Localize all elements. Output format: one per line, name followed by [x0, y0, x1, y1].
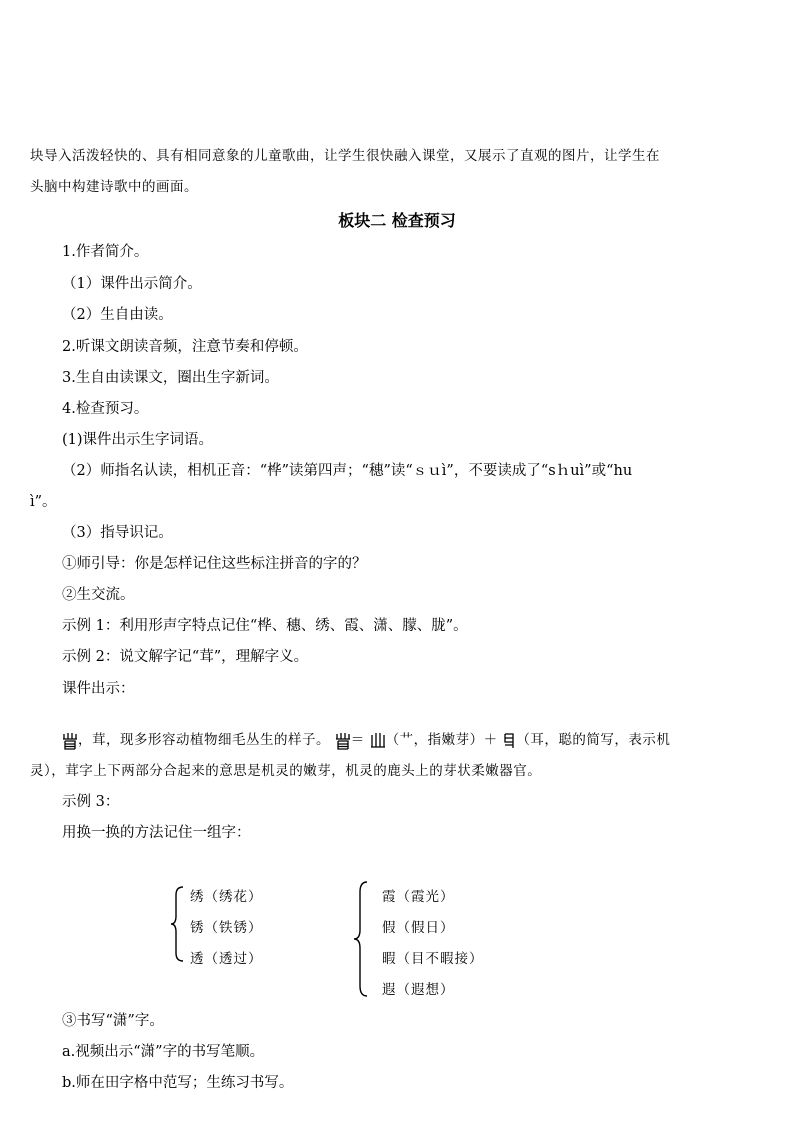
- item-guide-memory: （3）指导识记。: [62, 525, 173, 541]
- explain-line-2: 灵），茸字上下两部分合起来的意思是机灵的嫩芽，机灵的鹿头上的芽状柔嫩器官。: [30, 763, 542, 779]
- example-3-label: 示例 3：: [62, 794, 120, 810]
- item-example-2: 示例 2：说文解字记“茸”，理解字义。: [62, 649, 309, 665]
- explain-part-4: （耳，聪的简写，表示机: [516, 732, 671, 748]
- item-teacher-guide: ①师引导：你是怎样记住这些标注拼音的字的？: [62, 556, 367, 572]
- writing-step-b: b.师在田字格中范写；生练习书写。: [62, 1075, 294, 1091]
- intro-line-2: 头脑中构建诗歌中的画面。: [30, 179, 198, 195]
- group-right-item: 假（假日）: [382, 920, 455, 936]
- item-check-preview: 4.检查预习。: [62, 401, 149, 417]
- writing-step-title: ③书写“潇”字。: [62, 1013, 164, 1029]
- ancient-rong-glyph-icon: [62, 731, 78, 751]
- item-show-intro: （1）课件出示简介。: [62, 276, 202, 292]
- intro-line-1: 块导入活泼轻快的、具有相同意象的儿童歌曲，让学生很快融入课堂，又展示了直观的图片，让学生在: [30, 148, 660, 164]
- explain-part-2: ＝: [350, 732, 365, 748]
- item-correct-pronunciation: （2）师指名认读，相机正音：“桦”读第四声；“穗”读“ｓｕì”，不要读成了“sｈuì”或“hu: [62, 463, 633, 479]
- ancient-rong-glyph-2-icon: [335, 731, 351, 751]
- item-author-intro: 1.作者简介。: [62, 244, 149, 260]
- explain-part-3: （艹，指嫩芽）＋: [385, 732, 498, 748]
- group-left-item: 绣（绣花）: [190, 889, 263, 905]
- item-correct-pronunciation-cont: ì”。: [30, 494, 57, 510]
- writing-step-a: a.视频出示“潇”字的书写笔顺。: [62, 1044, 265, 1060]
- item-circle-words: 3.生自由读课文，圈出生字新词。: [62, 370, 279, 386]
- item-courseware-show: 课件出示：: [62, 681, 135, 697]
- group-left-item: 透（透过）: [190, 951, 263, 967]
- section-title: 板块二 检查预习: [338, 211, 456, 230]
- group-right-item: 霞（霞光）: [382, 889, 455, 905]
- explain-line-1: [62, 730, 670, 751]
- ancient-ear-glyph-icon: [502, 731, 516, 751]
- left-brace-icon: [170, 885, 186, 963]
- item-example-1: 示例 1：利用形声字特点记住“桦、穗、绣、霞、潇、朦、胧”。: [62, 618, 468, 634]
- group-left-item: 锈（铁锈）: [190, 920, 263, 936]
- group-right-item: 暇（目不暇接）: [382, 951, 484, 967]
- group-right-item: 遐（遐想）: [382, 982, 455, 998]
- item-free-read: （2）生自由读。: [62, 307, 173, 323]
- item-student-exchange: ②生交流。: [62, 587, 135, 603]
- item-listen-audio: 2.听课文朗读音频，注意节奏和停顿。: [62, 339, 308, 355]
- explain-part-1: ，茸，现多形容动植物细毛丛生的样子。: [78, 732, 330, 748]
- example-3-method: 用换一换的方法记住一组字：: [62, 825, 251, 841]
- item-show-words: (1)课件出示生字词语。: [62, 432, 214, 448]
- ancient-grass-glyph-icon: [370, 731, 386, 751]
- right-brace-icon: [352, 880, 370, 998]
